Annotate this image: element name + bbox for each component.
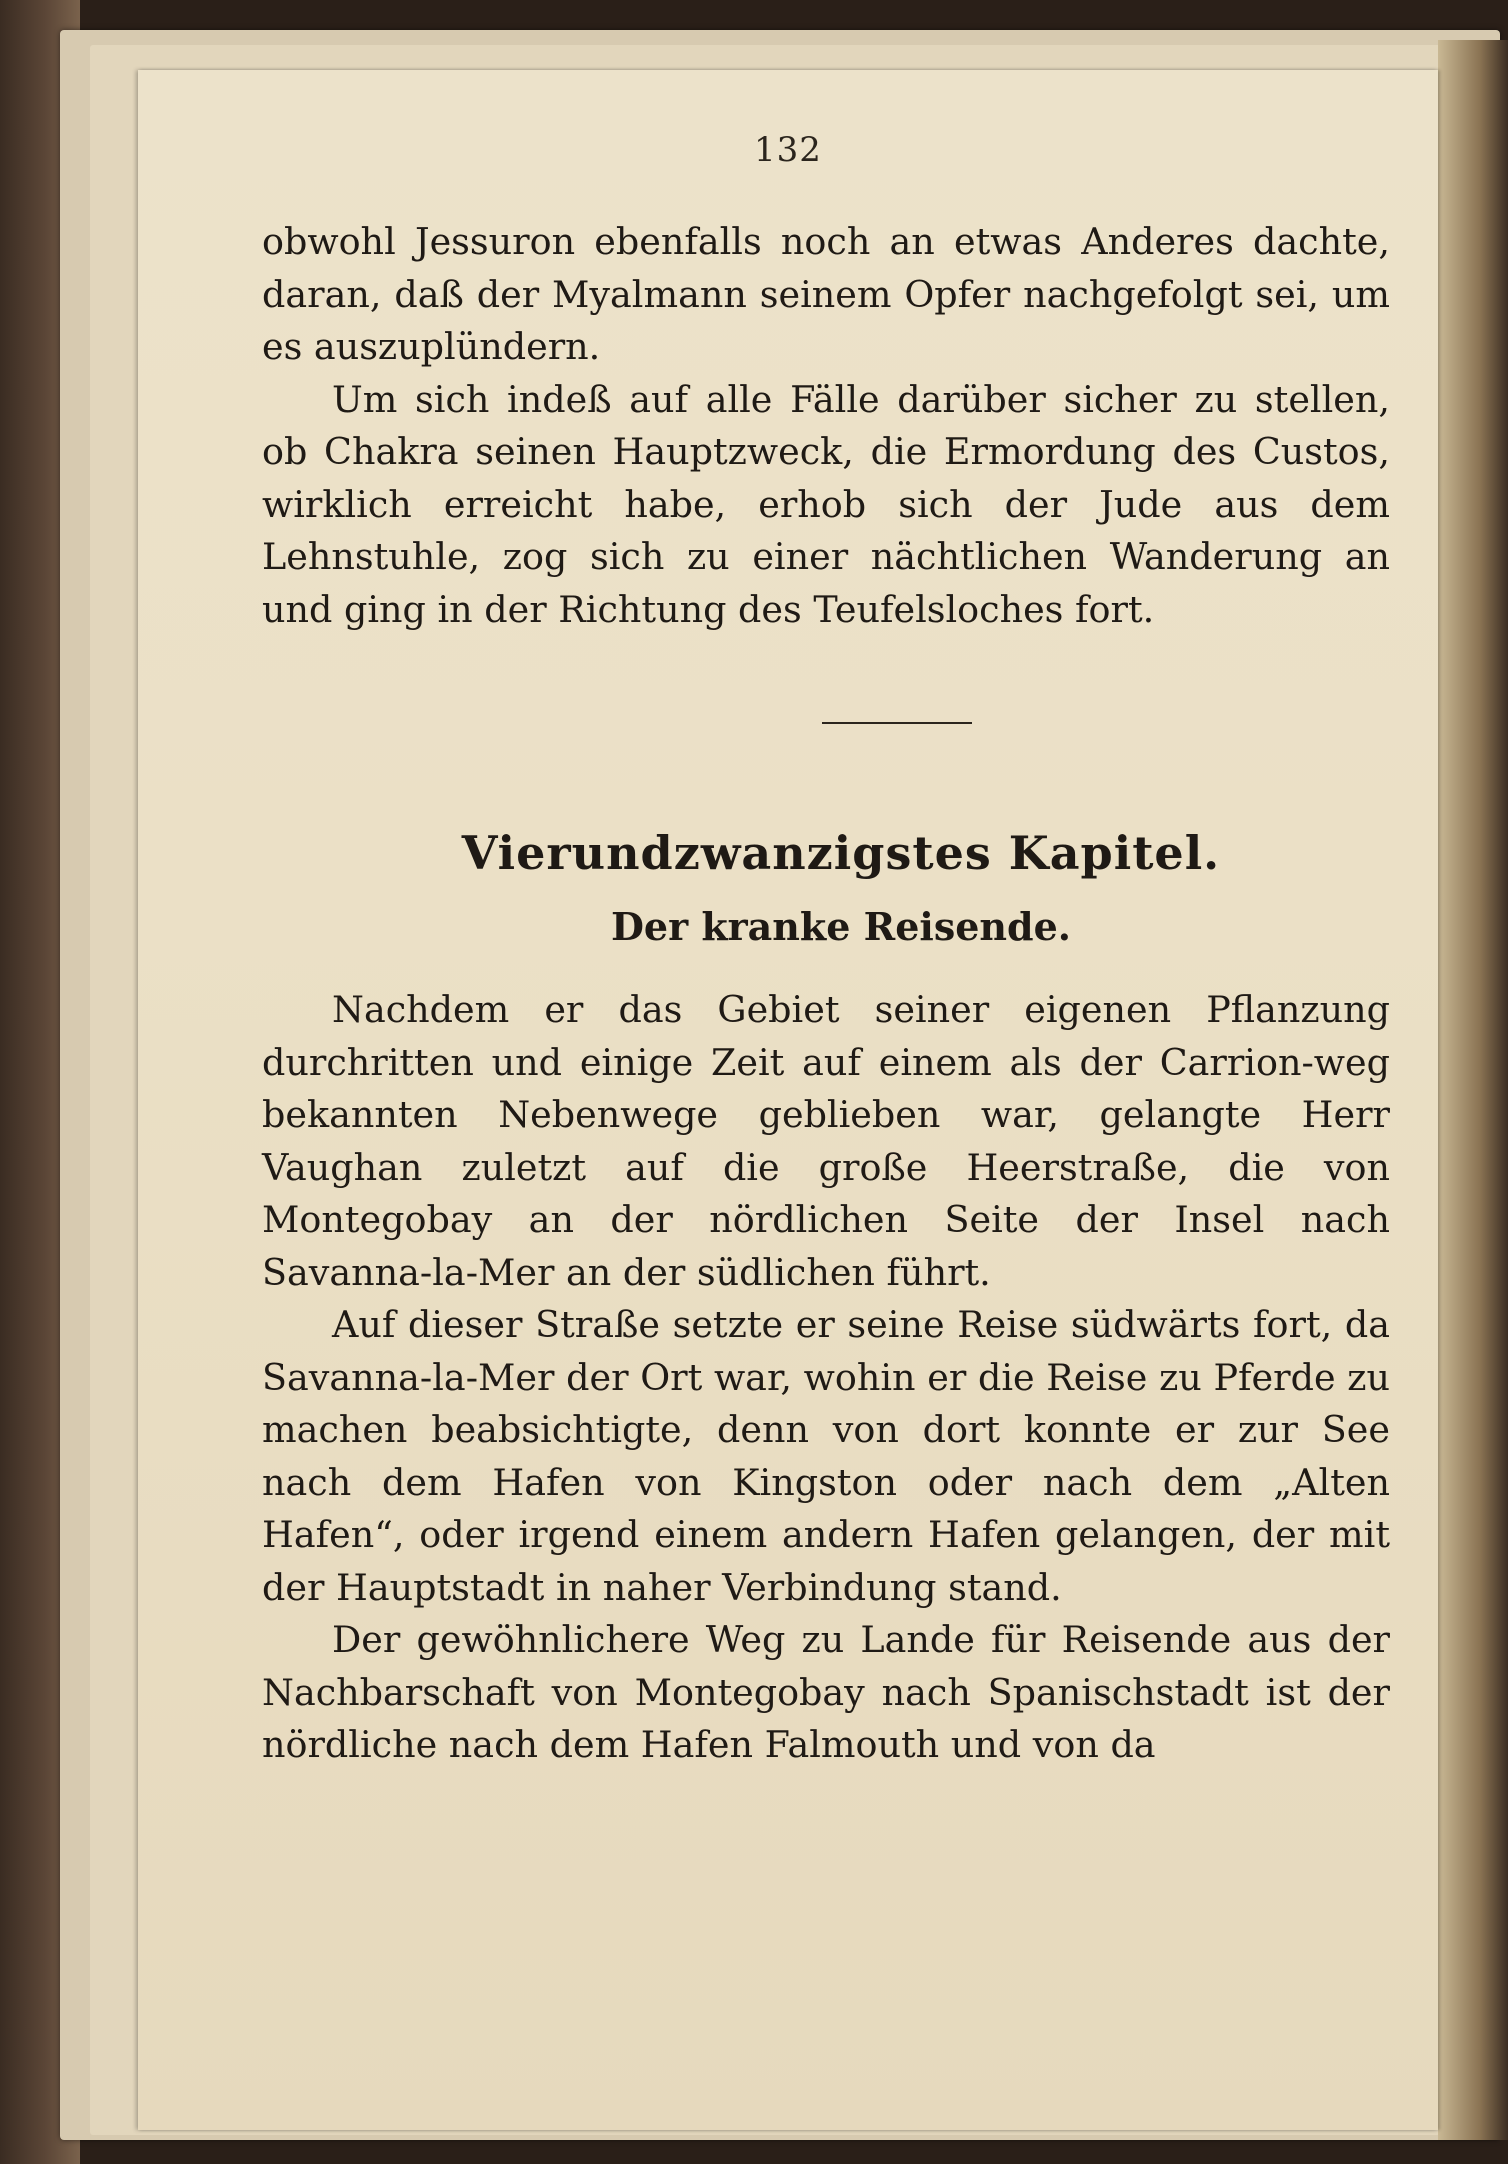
paragraph-continued: obwohl Jessuron ebenfalls noch an etwas Anderes dachte, daran, daß der Myalmann seinem Opfer nachgefolgt sei, um es auszuplündern. bbox=[262, 220, 1390, 368]
text-block-top bbox=[262, 216, 1390, 636]
page-number: 132 bbox=[754, 130, 822, 170]
chapter-subtitle: Der kranke Reisende. bbox=[610, 904, 1072, 949]
text-block-bottom bbox=[262, 984, 1390, 1772]
paragraph: Auf dieser Straße setzte er seine Reise südwärts fort, da Savanna-la-Mer der Ort war, wohin er die Reise zu Pferde zu machen beabsichtigte, denn von dort konnte er zur See nach dem Hafen von Kingston oder nach dem „Alten Hafen“, oder irgend einem andern Hafen gelangen, der mit der Hauptstadt in naher Verbindung stand. bbox=[262, 1303, 1390, 1609]
book-right-edge bbox=[1438, 40, 1508, 2140]
section-divider bbox=[822, 722, 972, 724]
paragraph: Der gewöhnlichere Weg zu Lande für Reisende aus der Nachbarschaft von Montegobay nach Spanischstadt ist der nördliche nach dem Hafen Falmouth und von da bbox=[262, 1618, 1390, 1766]
paragraph: Nachdem er das Gebiet seiner eigenen Pflanzung durchritten und einige Zeit auf einem als der Carrion-weg bekannten Nebenwege geblieben war, gelangte Herr Vaughan zuletzt auf die große Heerstraße, die von Montegobay an der nördlichen Seite der Insel nach Savanna-la-Mer an der südlichen führt. bbox=[262, 988, 1390, 1294]
chapter-title: Vierundzwanzigstes Kapitel. bbox=[461, 826, 1221, 880]
paragraph: Um sich indeß auf alle Fälle darüber sicher zu stellen, ob Chakra seinen Hauptzweck, die Ermordung des Custos, wirklich erreicht habe, erhob sich der Jude aus dem Lehnstuhle, zog sich zu einer nächtlichen Wanderung an und ging in der Richtung des Teufelsloches fort. bbox=[262, 377, 1390, 631]
